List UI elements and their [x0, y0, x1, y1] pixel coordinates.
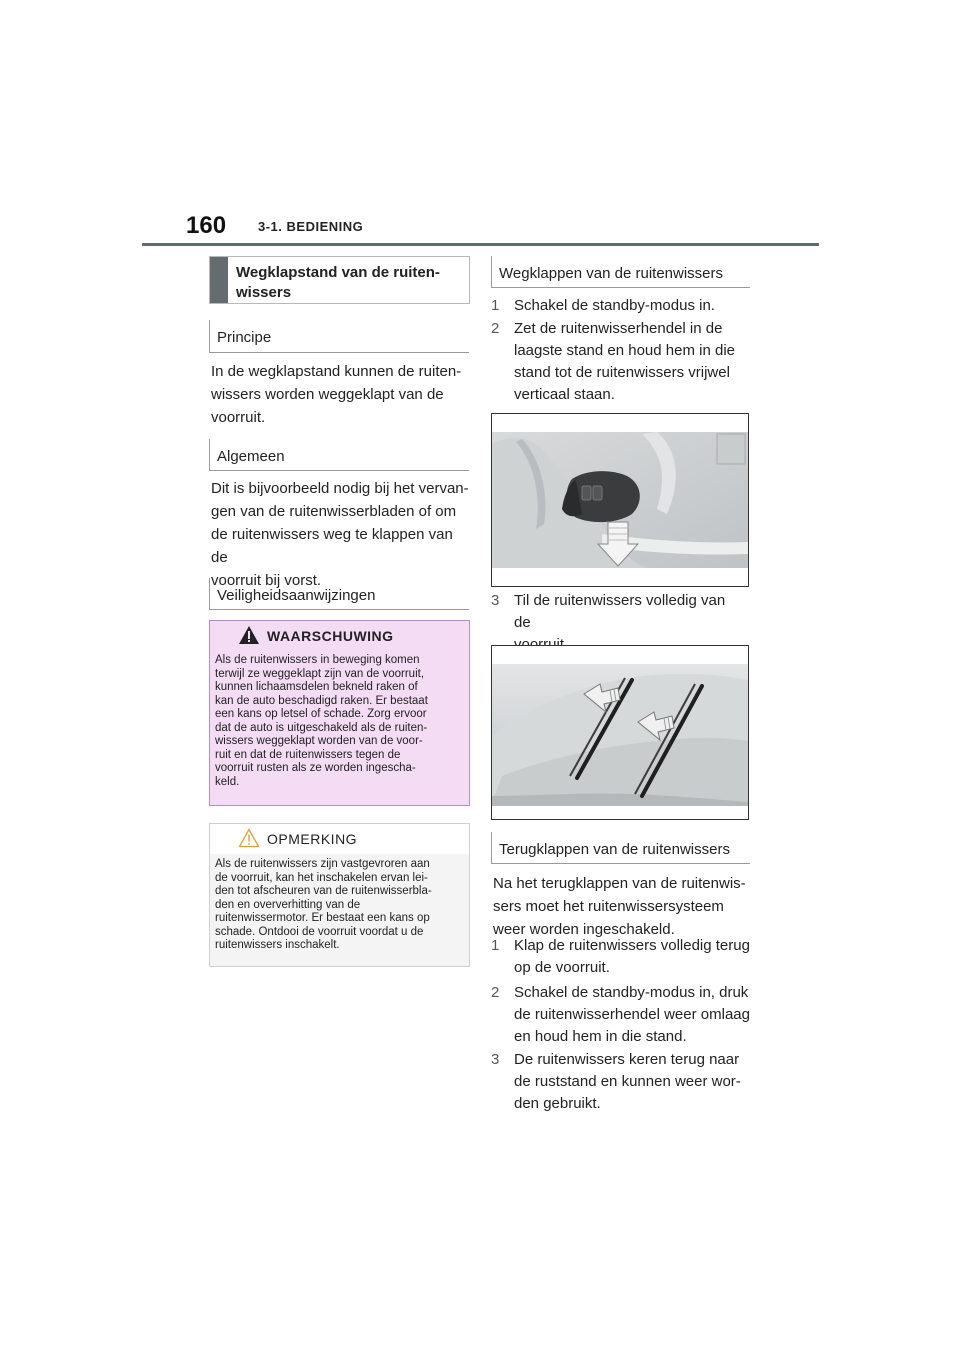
figure-wiper-lever [491, 413, 749, 587]
warning-title: WAARSCHUWING [267, 628, 394, 644]
step-number: 2 [491, 984, 500, 1001]
step-text: Zet de ruitenwisserhendel in de laagste stand en houd hem in die stand tot de ruitenwissers vrijwel verticaal staan. [514, 320, 735, 403]
subheading-algemeen-label: Algemeen [217, 448, 285, 465]
subheading-veiligheid-label: Veiligheidsaanwijzingen [217, 587, 376, 604]
warning-text: Als de ruitenwissers in beweging komen terwijl ze weggeklapt zijn van de voorruit, kunnen lichaamsdelen bekneld raken of kan de auto beschadigd raken. Er bestaat een kans op letsel of schade. Zorg ervoor dat de auto is uitgeschakeld als de ruiten- wissers weggeklapt worden van de voor- ruit en dat de ruitenwissers tegen de voorruit rusten als ze worden ingescha- keld. [215, 654, 428, 788]
step-number: 1 [491, 937, 500, 954]
step-terugklappen-2 [491, 982, 756, 1048]
header-divider [142, 243, 819, 246]
main-heading-box [209, 256, 470, 304]
step-text: Til de ruitenwissers volledig van de [514, 592, 726, 631]
step-wegklappen-1 [491, 295, 751, 317]
step-wegklappen-3 [491, 590, 751, 636]
subheading-algemeen [209, 439, 469, 471]
step-text: De ruitenwissers keren terug naar de ruststand en kunnen weer wor- den gebruikt. [514, 1051, 741, 1112]
warning-box [209, 620, 470, 806]
algemeen-text: Dit is bijvoorbeeld nodig bij het vervan- gen van de ruitenwisserbladen of om de ruitenwissers weg te klappen van de voorruit bij vorst. [211, 480, 469, 589]
step-terugklappen-3 [491, 1049, 756, 1115]
note-text: Als de ruitenwissers zijn vastgevroren aan de voorruit, kan het inschakelen ervan lei- den tot afscheuren van de ruitenwisserbla- den en oververhitting van de ruitenwissermotor. Er bestaat een kans op schade. Ontdooi de voorruit voordat u de ruitenwissers inschakelt. [215, 858, 432, 951]
step-number: 2 [491, 320, 500, 337]
step-text: Klap de ruitenwissers volledig terug op de voorruit. [514, 937, 750, 976]
subheading-wegklappen-label: Wegklappen van de ruitenwissers [499, 265, 724, 282]
main-heading: Wegklapstand van de ruiten- wissers [236, 264, 440, 301]
step-number: 3 [491, 1051, 500, 1068]
note-box [209, 823, 470, 967]
heading-marker [210, 257, 228, 303]
step-wegklappen-2 [491, 318, 751, 406]
note-title: OPMERKING [267, 831, 358, 847]
warning-icon [238, 625, 260, 645]
wiper-lever-illustration [492, 414, 748, 586]
subheading-principe [209, 320, 469, 353]
principe-text: In de wegklapstand kunnen de ruiten- wissers worden weggeklapt van de voorruit. [211, 363, 462, 426]
caution-icon [238, 828, 260, 848]
section-title: 3-1. BEDIENING [258, 219, 364, 234]
subheading-principe-label: Principe [217, 329, 272, 346]
step-text: Schakel de standby-modus in. [514, 297, 715, 314]
subheading-terugklappen [491, 832, 750, 864]
figure-wipers-lifted [491, 645, 749, 820]
page-number: 160 [186, 212, 227, 239]
wipers-lifted-illustration [492, 646, 748, 819]
subheading-veiligheid [209, 578, 469, 610]
step-text: Schakel de standby-modus in, druk de ruitenwisserhendel weer omlaag en houd hem in die stand. [514, 984, 750, 1045]
step-number: 1 [491, 297, 500, 314]
step-terugklappen-1 [491, 935, 756, 979]
subheading-wegklappen [491, 256, 750, 288]
step-number: 3 [491, 592, 500, 609]
terugklappen-intro: Na het terugklappen van de ruitenwis- sers moet het ruitenwissersysteem weer worden ingeschakeld. [493, 875, 746, 938]
subheading-terugklappen-label: Terugklappen van de ruitenwissers [499, 841, 730, 858]
